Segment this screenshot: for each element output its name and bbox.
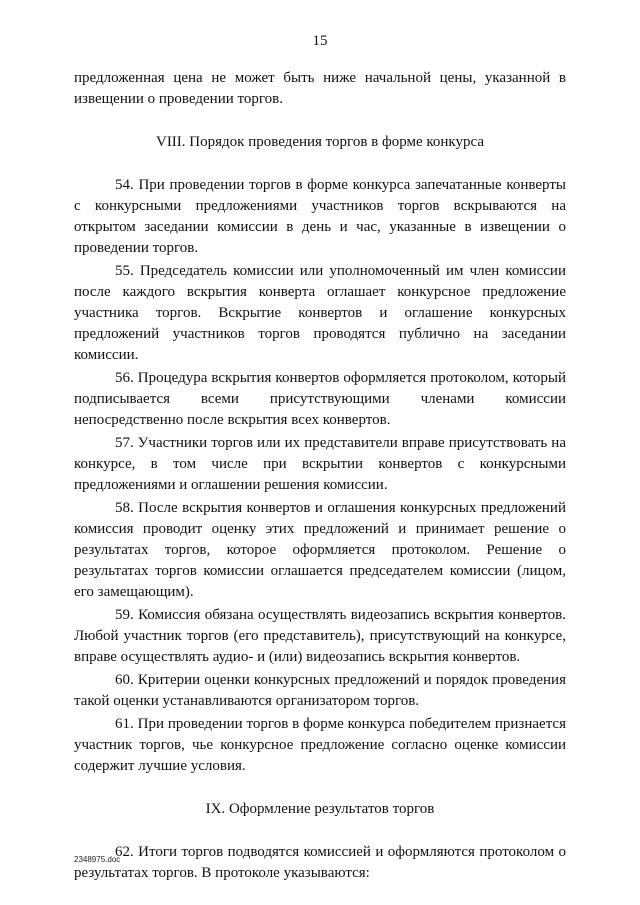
paragraph-57: 57. Участники торгов или их представители вправе присутствовать на конкурсе, в том числе при вскрытии конвертов с конкурсными предложениями и оглашении решения комиссии. [74,435,566,493]
paragraph-59: 59. Комиссия обязана осуществлять видеозапись вскрытия конвертов. Любой участник торгов (его представитель), присутствующий на конкурсе, вправе осуществлять аудио- и (или) видеозапись вскрытия конвертов. [74,607,566,665]
paragraph-62: 62. Итоги торгов подводятся комиссией и оформляются протоколом о результатах торгов. В протоколе указываются: [74,844,566,881]
paragraph-60: 60. Критерии оценки конкурсных предложений и порядок проведения такой оценки устанавливаются организатором торгов. [74,672,566,709]
paragraph-54: 54. При проведении торгов в форме конкурса запечатанные конверты с конкурсными предложениями участников торгов вскрываются на открытом заседании комиссии в день и час, указанные в извещении о проведении торгов. [74,177,566,256]
continuation-paragraph: предложенная цена не может быть ниже начальной цены, указанной в извещении о проведении торгов. [74,70,566,107]
section-heading-viii: VIII. Порядок проведения торгов в форме конкурса [155,134,484,150]
footer-document-code: 2348975.doc [74,855,121,864]
paragraph-56: 56. Процедура вскрытия конвертов оформляется протоколом, который подписывается всеми присутствующими членами комиссии непосредственно после вскрытия всех конвертов. [74,370,566,428]
paragraph-61: 61. При проведении торгов в форме конкурса победителем признается участник торгов, чье конкурсное предложение согласно оценке комиссии содержит лучшие условия. [74,716,566,774]
paragraph-55: 55. Председатель комиссии или уполномоченный им член комиссии после каждого вскрытия конверта оглашает конкурсное предложение участника торгов. Вскрытие конвертов и оглашение конкурсных предложений участников торгов проводятся публично на заседании комиссии. [74,263,566,363]
paragraph-58: 58. После вскрытия конвертов и оглашения конкурсных предложений комиссия проводит оценку этих предложений и принимает решение о результатах торгов, которое оформляется протоколом. Решение о результатах торгов комиссии оглашается председателем комиссии (лицом, его замещающим). [74,500,566,600]
page-number: 15 [312,33,328,49]
section-heading-ix: IX. Оформление результатов торгов [205,801,435,817]
document-body [74,68,566,884]
